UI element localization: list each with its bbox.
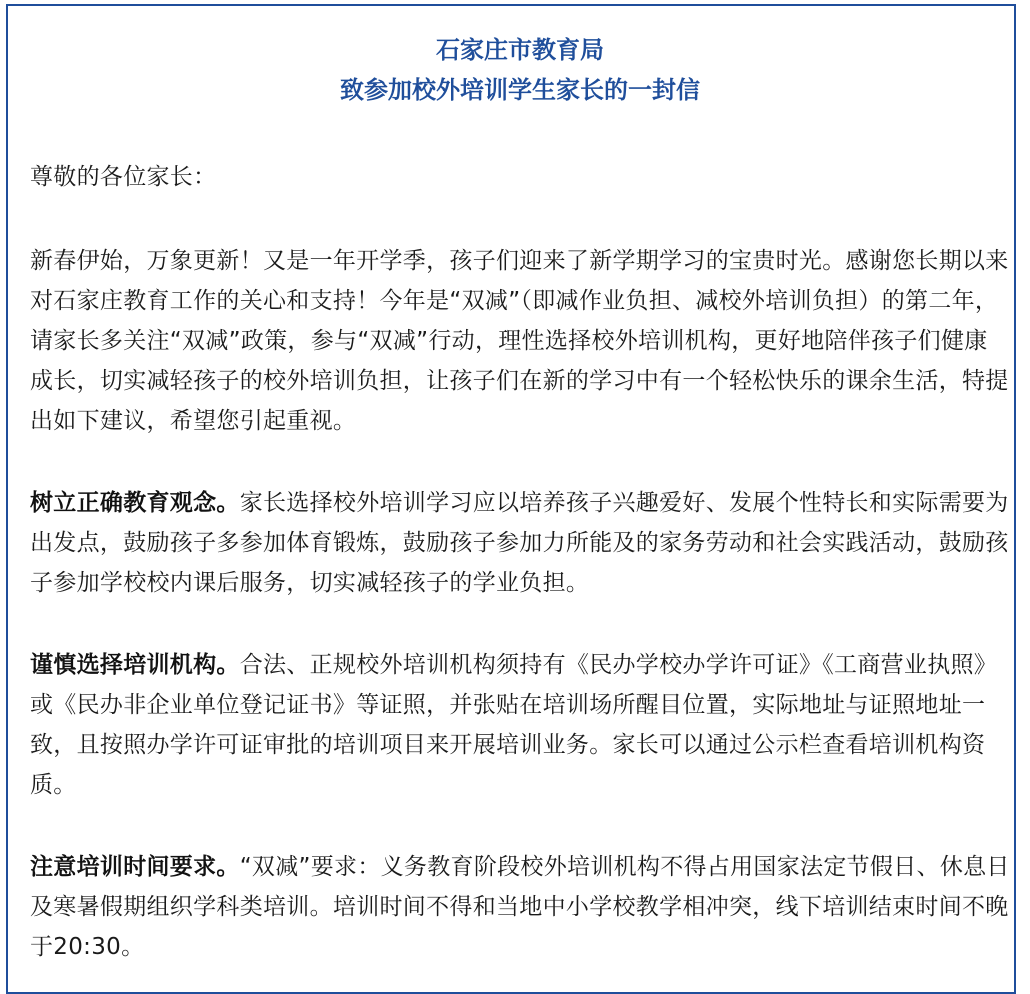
intro-paragraph: 新春伊始，万象更新！又是一年开学季，孩子们迎来了新学期学习的宝贵时光。感谢您长期以来对石家庄教育工作的关心和支持！今年是“双减”（即减作业负担、减校外培训负担）的第二年，请家长多关注“双减”政策，参与“双减”行动，理性选择校外培训机构，更好地陪伴孩子们健康成长，切实减轻孩子的校外培训负担，让孩子们在新的学习中有一个轻松快乐的课余生活，特提出如下建议，希望您引起重视。 [30, 248, 1009, 434]
letter-frame [6, 4, 1016, 994]
section-heading: 树立正确教育观念。 [30, 490, 240, 516]
section-choose-institution [30, 645, 1010, 805]
section-body: “双减”要求：义务教育阶段校外培训机构不得占用国家法定节假日、休息日及寒暑假期组织学科类培训。培训时间不得和当地中小学校教学相冲突，线下培训结束时间不晚于20:30。 [30, 854, 1010, 960]
section-body: 家长选择校外培训学习应以培养孩子兴趣爱好、发展个性特长和实际需要为出发点，鼓励孩子多参加体育锻炼，鼓励孩子参加力所能及的家务劳动和社会实践活动，鼓励孩子参加学校校内课后服务，切实减轻孩子的学业负担。 [30, 490, 1009, 596]
section-education-concept [30, 483, 1010, 603]
greeting: 尊敬的各位家长： [30, 164, 217, 190]
letter-content [30, 6, 1010, 967]
letter-title: 致参加校外培训学生家长的一封信 [340, 76, 700, 104]
section-training-time [30, 847, 1010, 967]
issuer-title: 石家庄市教育局 [436, 36, 604, 64]
section-body: 合法、正规校外培训机构须持有《民办学校办学许可证》《工商营业执照》或《民办非企业单位登记证书》等证照，并张贴在培训场所醒目位置，实际地址与证照地址一致，且按照办学许可证审批的培训项目来开展培训业务。家长可以通过公示栏查看培训机构资质。 [30, 652, 998, 798]
section-heading: 谨慎选择培训机构。 [30, 652, 240, 678]
section-heading: 注意培训时间要求。 [30, 854, 240, 880]
